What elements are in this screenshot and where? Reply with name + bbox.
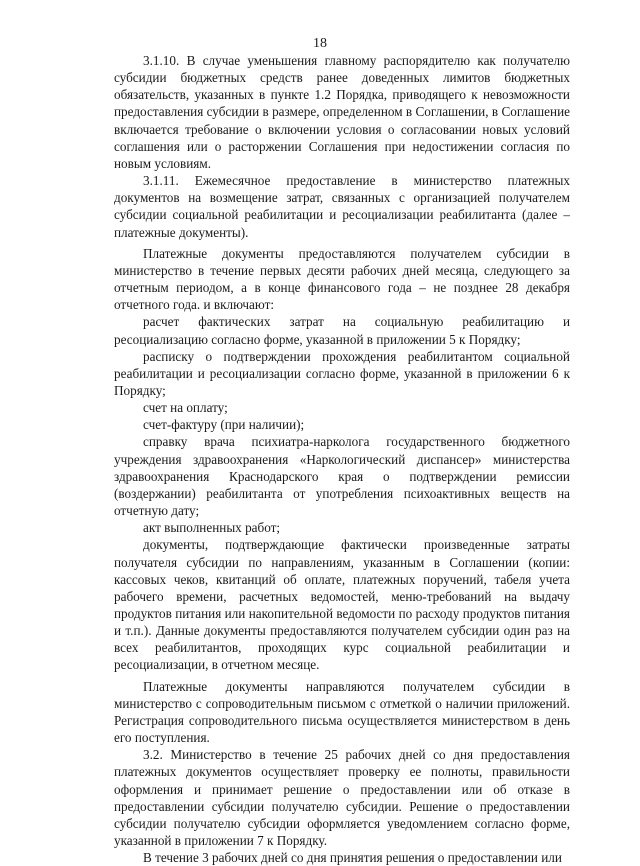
list-item: расписку о подтверждении прохождения реабилитантом социальной реабилитации и ресоциализации согласно форме, указанной в приложении 6 к Порядку; [114,348,570,398]
paragraph: 3.2. Министерство в течение 25 рабочих дней со дня предоставления платежных документов осуществляет проверку ее полноты, правильности оформления и принимает решение о предоставлении или об отказе в предоставлении субсидии получателю субсидии. Решение о предоставлении субсидии получателю субсидии оформляется уведомлением согласно форме, указанной в приложении 7 к Порядку. [114,747,570,849]
list-item: акт выполненных работ; [143,520,281,536]
paragraph: 3.1.10. В случае уменьшения главному распорядителю как получателю субсидии бюджетных средств ранее доведенных лимитов бюджетных обязательств, указанных в пункте 1.2 Порядка, приводящего к невозможности предоставления субсидии в размере, определенном в Соглашении, в Соглашение включается требование о включении условия о согласовании новых условий соглашения или о расторжении Соглашения при недостижении согласия по новым условиям. [114,53,570,171]
document-body [114,52,570,866]
list-item: счет на оплату; [143,400,228,416]
list-item: справку врача психиатра-нарколога государственного бюджетного учреждения здравоохранения «Наркологический диспансер» министерства здравоохранения Краснодарского края о подтверждении ремиссии (воздержании) реабилитанта от употребления психоактивных веществ на отчетную дату; [114,434,570,519]
paragraph: Платежные документы предоставляются получателем субсидии в министерство в течение первых десяти рабочих дней месяца, следующего за отчетным периодом, а в конце финансового года – не позднее 28 декабря отчетного года. и включают: [114,245,570,313]
list-item: расчет фактических затрат на социальную реабилитацию и ресоциализацию согласно форме, указанной в приложении 5 к Порядку; [114,314,570,347]
page-number: 18 [313,36,327,51]
paragraph: В течение 3 рабочих дней со дня принятия решения о предоставлении или [143,850,562,866]
paragraph: Платежные документы направляются получателем субсидии в министерство с сопроводительным письмом с отметкой о наличии приложений. Регистрация сопроводительного письма осуществляется министерством в день его поступления. [114,678,570,746]
paragraph: 3.1.11. Ежемесячное предоставление в министерство платежных документов на возмещение затрат, связанных с организацией получателем субсидии социальной реабилитации и ресоциализации реабилитанта (далее – платежные документы). [114,173,570,240]
list-item: счет-фактуру (при наличии); [143,417,305,433]
list-item: документы, подтверждающие фактически произведенные затраты получателя субсидии по направлениям, указанным в Соглашении (копии: кассовых чеков, квитанций об оплате, платежных поручений, табеля учета рабочего времени, расчетных ведомостей, меню-требований на выдачу продуктов питания или накопительной ведомости по расходу продуктов питания и т.п.). Данные документы предоставляются получателем субсидии один раз на всех реабилитантов, проходящих курс социальной реабилитации и ресоциализации, в отчетном месяце. [114,537,570,673]
